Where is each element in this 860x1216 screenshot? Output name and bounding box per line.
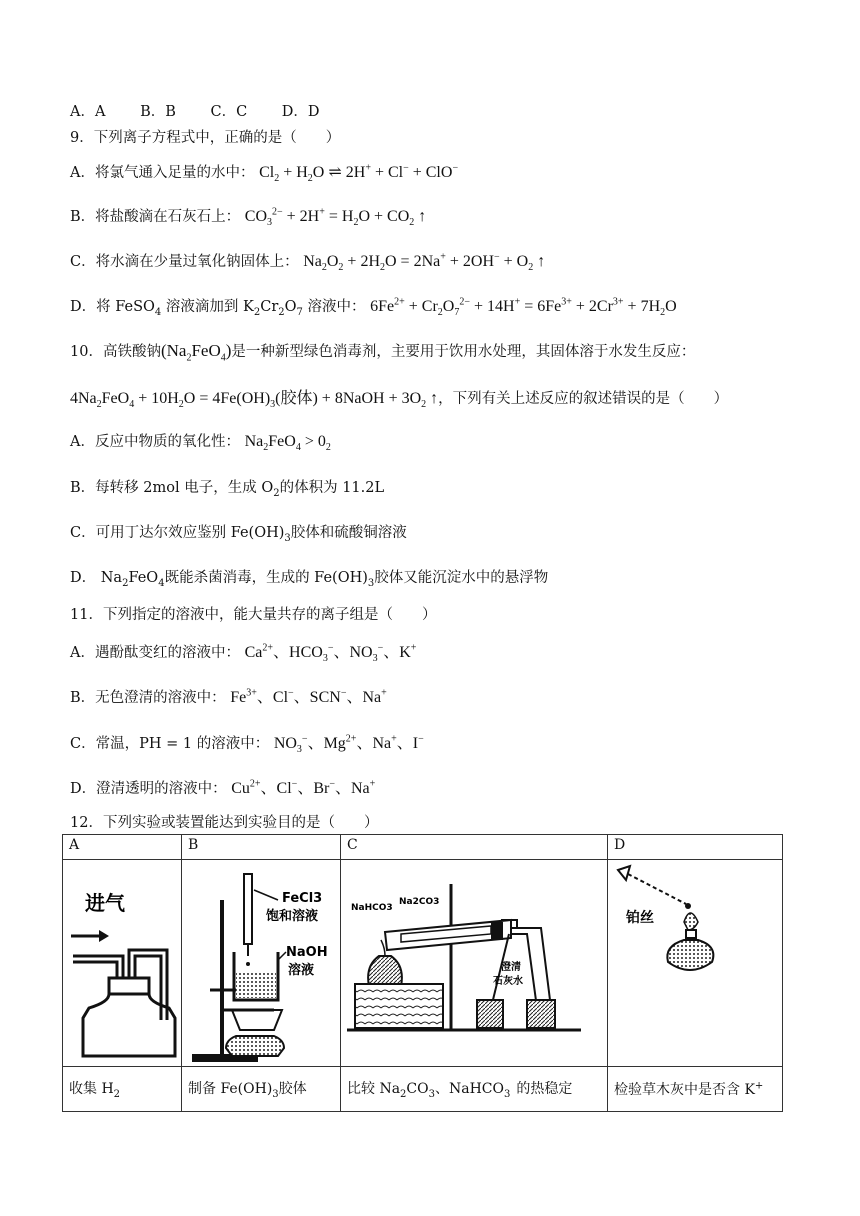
caption-c-text4: 的热稳定 (516, 1081, 573, 1098)
q12-stem: 12．下列实验或装置能达到实验目的是（ ） (70, 815, 379, 831)
header-c: C (341, 835, 608, 860)
caption-d-text: 检验草木灰中是否含 K (614, 1082, 755, 1098)
platinum-wire-label: 铂丝 (626, 910, 654, 926)
q11-option-d (70, 775, 375, 798)
caption-b-text2: 胶体 (278, 1081, 307, 1098)
q9-d-text2: 溶液滴加到 K (165, 299, 254, 315)
q11-b-text: B．无色澄清的溶液中： (70, 690, 226, 706)
flame-test-apparatus (608, 860, 782, 1066)
caption-a-text: 收集 H (69, 1081, 114, 1098)
q9-c-equation: $Na_2O_2 + 2H_2O = 2Na^+ + 2OH^- + O_2$ ↑ (303, 251, 546, 274)
header-b: B (182, 835, 341, 860)
q11-option-c (70, 730, 424, 755)
header-d: D (608, 835, 783, 860)
q9-b-equation: $CO_3^{2-} + 2H^+ = H_2O + CO_2$ ↑ (244, 206, 427, 229)
q10-b-text2: 的体积为 11.2L (279, 480, 385, 496)
gas-bottle-diagram (63, 860, 181, 1066)
header-a: A (63, 835, 182, 860)
q9-a-text: A．将氯气通入足量的水中： (70, 165, 255, 181)
q9-d-text: D．将 FeSO (70, 299, 155, 315)
q11-c-ions: $NO_3^-$、$Mg^{2+}$、Na+、I− (273, 733, 424, 756)
q10-option-d: D． $Na_2FeO_4$既能杀菌消毒，生成的 $Fe(OH)_3$胶体又能沉淀水中的悬浮物 (70, 570, 549, 589)
q10-option-c: C．可用丁达尔效应鉴别 $Fe(OH)_3$胶体和硫酸铜溶液 (70, 525, 407, 544)
table-caption-row (63, 1067, 783, 1112)
q9-option-a (70, 161, 458, 184)
q9-stem: 9．下列离子方程式中，正确的是（ ） (70, 130, 341, 146)
table-picture-row (63, 860, 783, 1067)
q11-stem: 11．下列指定的溶液中，能大量共存的离子组是（ ） (70, 607, 437, 623)
naoh-label: NaOH (286, 945, 328, 960)
caption-c-text3: 、NaHCO (435, 1081, 504, 1098)
q11-c-text: C．常温，PH = 1 的溶液中： (70, 736, 270, 752)
caption-b: 制备 $Fe(OH)_3$胶体 (182, 1067, 341, 1112)
q9-b-text: B．将盐酸滴在石灰石上： (70, 209, 241, 225)
q11-option-b (70, 684, 387, 707)
ferric-hydroxide-apparatus (182, 860, 340, 1066)
q9-d-text3: 溶液中： (307, 299, 366, 315)
option-a: A．A (70, 104, 106, 120)
caption-a: 收集 $H_2$ (63, 1067, 182, 1112)
q10-stem-text: 10．高铁酸钠 (70, 344, 161, 360)
apparatus-c (341, 860, 608, 1067)
q9-a-equation: $Cl_2 + H_2O$ ⇌ 2H+ + Cl− + ClO− (259, 162, 459, 185)
q10-d-text: D． Na (70, 570, 123, 586)
table-header-row (63, 835, 783, 860)
q10-option-b: B．每转移 2mol 电子，生成 $O_2$的体积为 11.2L (70, 480, 385, 499)
option-c: C．C (210, 104, 248, 120)
q11-b-ions: $Fe^{3+}$、Cl−、SCN−、Na+ (230, 687, 387, 706)
q11-a-text: A．遇酚酞变红的溶液中： (70, 645, 240, 661)
q10-stem (70, 340, 695, 363)
solution-label: 溶液 (288, 963, 315, 978)
fecl3-label: FeCl3 (282, 891, 323, 906)
q10-b-text: B．每转移 2mol 电子，生成 O (70, 480, 274, 496)
option-b: B．B (140, 104, 176, 120)
nahco3-label: NaHCO3 (351, 903, 393, 913)
caption-d: 检验草木灰中是否含 K+ (608, 1067, 783, 1112)
prev-question-options (70, 100, 320, 121)
saturated-solution-label: 饱和溶液 (266, 909, 319, 924)
q10-option-a (70, 430, 331, 453)
q10-eq-tail: ，下列有关上述反应的叙述错误的是（ ） (438, 391, 729, 407)
apparatus-b (182, 860, 341, 1067)
q10-c-text: C．可用丁达尔效应鉴别 Fe(OH) (70, 525, 285, 541)
limewater-label-2: 石灰水 (493, 976, 523, 987)
caption-c: 比较 $Na_2CO_3$、NaHCO$_3$ 的热稳定 (341, 1067, 608, 1112)
q9-option-b (70, 205, 426, 228)
q10-d-text3: 胶体又能沉淀水中的悬浮物 (374, 570, 549, 586)
q9-c-text: C．将水滴在少量过氧化钠固体上： (70, 254, 299, 270)
limewater-label-1: 澄清 (501, 962, 521, 973)
q10-equation: $4Na_2FeO_4 + 10H_2O = 4Fe(OH)_3$(胶体) + 8NaOH + $3O_2$ ↑ (70, 390, 439, 411)
caption-c-text: 比较 Na (347, 1081, 401, 1098)
inlet-label: 进气 (85, 891, 125, 915)
apparatus-a (63, 860, 182, 1067)
thermal-stability-apparatus (341, 860, 607, 1066)
q10-a-expr: $Na_2FeO_4 > 0_2$ (244, 433, 331, 454)
q11-d-text: D．澄清透明的溶液中： (70, 781, 227, 797)
q9-d-equation: $6Fe^{2+} + Cr_2O_7^{2-} + 14H^+ = 6Fe^{3+} + 2Cr^{3+} + 7H_2O$ (370, 296, 677, 319)
caption-c-text2: CO (406, 1081, 429, 1098)
experiment-table (62, 834, 783, 1112)
na2co3-label: Na2CO3 (399, 897, 440, 907)
apparatus-d (608, 860, 783, 1067)
q10-formula: $(Na_2FeO_4)$ (160, 341, 232, 364)
q11-d-ions: $Cu^{2+}$、Cl−、Br−、Na+ (231, 778, 376, 797)
q10-d-text2: 既能杀菌消毒，生成的 Fe(OH) (164, 570, 368, 586)
option-d: D．D (281, 104, 320, 120)
q10-stem-text2: 是一种新型绿色消毒剂，主要用于饮用水处理，其固体溶于水发生反应： (231, 344, 696, 360)
q10-equation-line (70, 385, 728, 410)
caption-b-text: 制备 Fe(OH) (188, 1081, 273, 1098)
q10-c-text2: 胶体和硫酸铜溶液 (290, 525, 407, 541)
q9-option-c (70, 250, 545, 273)
q10-a-text: A．反应中物质的氧化性： (70, 434, 240, 450)
q11-a-ions: $Ca^{2+}$、$HCO_3^-$、$NO_3^-$、K+ (244, 642, 417, 665)
q9-option-d: D．将 FeSO$_4$ 溶液滴加到 $K_2Cr_2O_7$ 溶液中： $6Fe^{2+} + Cr_2O_7^{2-} + 14H^+ = 6Fe^{3+} + 2Cr^{3+} + 7H_2O$ (70, 296, 677, 319)
q11-option-a (70, 639, 416, 664)
